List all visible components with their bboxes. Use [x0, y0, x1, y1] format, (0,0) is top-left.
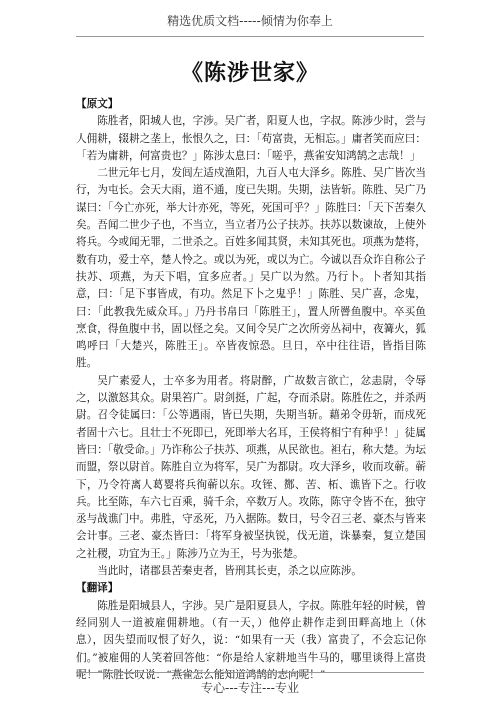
document-title: 《陈涉世家》 [180, 61, 319, 86]
translation-paragraph-1: 陈胜是阳城县人，字涉。吴广是阳夏县人，字叔。陈胜年轻的时候，曾经同别人一道被雇佣耕地。（有一天，）他停止耕作走到田畔高地上（休息），因失望而叹恨了好久，说：“如果有一天（我）富贵了，不会忘记你们。”被雇佣的人笑着回答他：“你是给人家耕地当牛马的，哪里谈得上富贵呢！”陈胜长叹说：“燕雀怎么能知道鸿鹄的志向呢！” [76, 599, 426, 681]
original-paragraph-4: 当此时，诸郡县苦秦吏者，皆刑其长吏，杀之以应陈涉。 [97, 565, 363, 578]
header-text: 精选优质文档-----倾情为你奉上 [167, 14, 333, 28]
original-paragraph-2: 二世元年七月，发闾左适戍渔阳，九百人屯大泽乡。陈胜、吴广皆次当行，为屯长。会天大雨，道不通，度已失期。失期，法皆斩。陈胜、吴广乃谋曰：「今亡亦死，举大计亦死，等死，死国可乎？」陈胜曰：「天下苦秦久矣。吾闻二世少子也，不当立，当立者乃公子扶苏。扶苏以数谏故，上使外将兵。今或闻无罪，二世杀之。百姓多闻其贤，未知其死也。项燕为楚将，数有功，爱士卒，楚人怜之。或以为死，或以为亡。今诚以吾众诈自称公子扶苏、项燕，为天下唱，宜多应者。」吴广以为然。乃行卜。卜者知其指意，曰：「足下事皆成，有功。然足下卜之鬼乎！」陈胜、吴广喜，念鬼，曰：「此教我先威众耳。」乃丹书帛曰「陈胜王」，置人所罾鱼腹中。卒买鱼烹食，得鱼腹中书，固以怪之矣。又间令吴广之次所旁丛祠中，夜篝火，狐鸣呼曰「大楚兴，陈胜王」。卒皆夜惊恐。旦日，卒中往往语，皆指目陈胜。 [76, 167, 426, 370]
section-label-original: 【原文】 [76, 98, 119, 110]
original-paragraph-1: 陈胜者，阳城人也，字涉。吴广者，阳夏人也，字叔。陈涉少时，尝与人佣耕，辍耕之垄上，怅恨久之，曰：「苟富贵，无相忘。」庸者笑而应曰：「若为庸耕，何富贵也？」陈涉太息曰：「嗟乎，燕雀安知鸿鹄之志哉！」 [76, 115, 426, 162]
page-footer [76, 672, 424, 696]
original-paragraph-3: 吴广素爱人，士卒多为用者。将尉醉，广故数言欲亡，忿恚尉，令辱之，以激怒其众。尉果笞广。尉剑挺，广起，夺而杀尉。陈胜佐之，并杀两尉。召令徒属曰：「公等遇雨，皆已失期，失期当斩。藉弟令毋斩，而戍死者固十六七。且壮士不死即已，死即举大名耳，王侯将相宁有种乎！」徒属皆曰：「敬受命。」乃诈称公子扶苏、项燕，从民欲也。袒右，称大楚。为坛而盟，祭以尉首。陈胜自立为将军，吴广为都尉。攻大泽乡，收而攻蕲。蕲下，乃令符离人葛婴将兵徇蕲以东。攻铚、酂、苦、柘、谯皆下之。行收兵。比至陈，车六七百乘，骑千余，卒数万人。攻陈，陈守令皆不在，独守丞与战谯门中。弗胜，守丞死，乃入据陈。数日，号令召三老、豪杰与皆来会计事。三老、豪杰皆曰：「将军身被坚执锐，伐无道，诛暴秦，复立楚国之社稷，功宜为王。」陈涉乃立为王，号为张楚。 [76, 374, 426, 560]
document-body [76, 96, 426, 681]
section-label-translation: 【翻译】 [76, 582, 119, 595]
footer-text: 专心---专注---专业 [201, 681, 299, 695]
page-header [76, 0, 424, 37]
